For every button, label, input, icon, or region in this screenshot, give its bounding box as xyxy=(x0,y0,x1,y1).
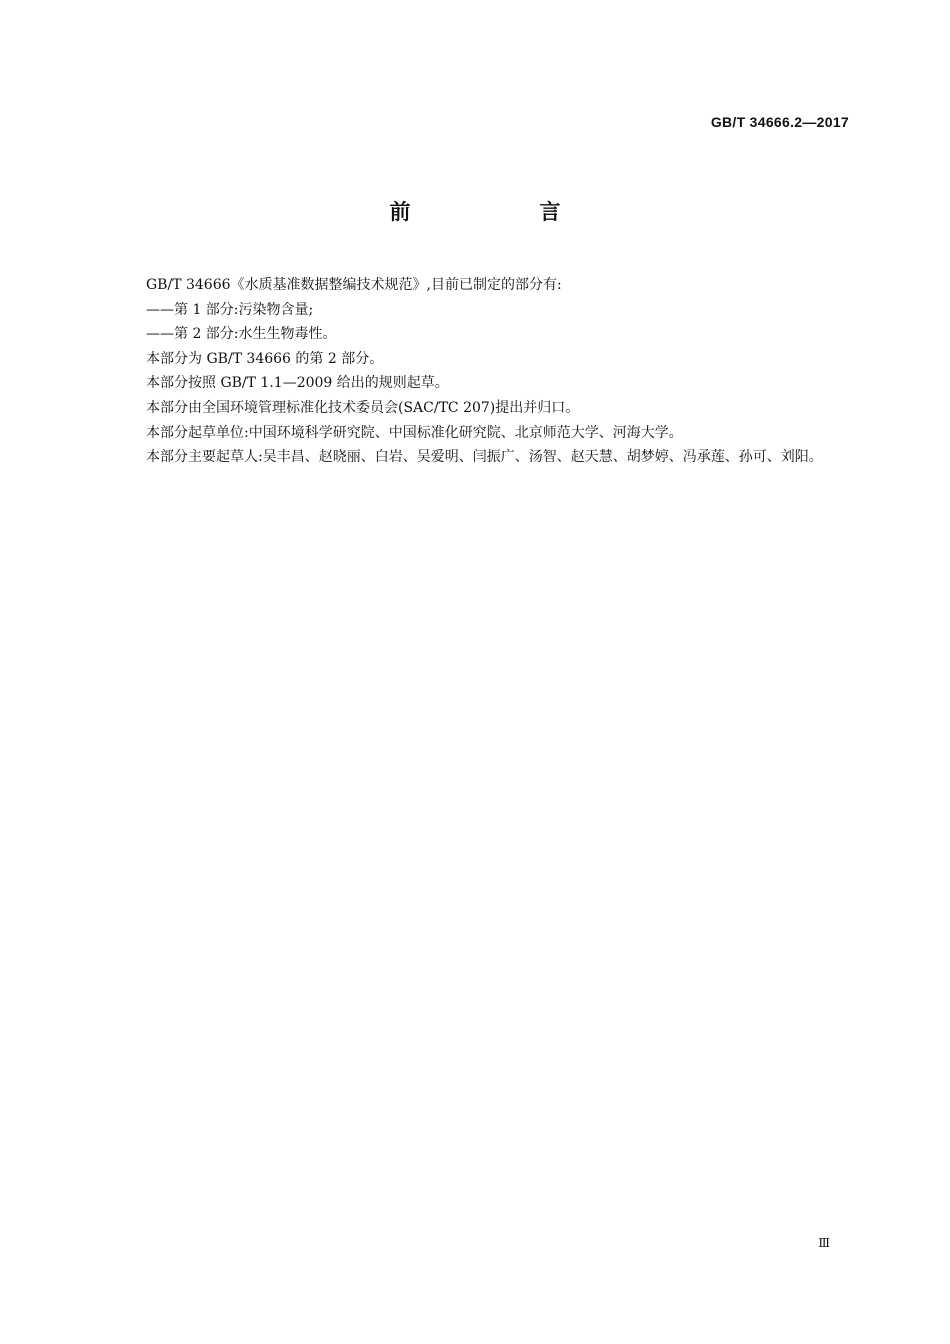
standard-code-header: GB/T 34666.2—2017 xyxy=(710,114,849,130)
page-title: 前 言 xyxy=(389,200,615,224)
paragraph-proposer: 本部分由全国环境管理标准化技术委员会(SAC/TC 207)提出并归口。 xyxy=(146,399,580,416)
paragraph-series-intro: GB/T 34666《水质基准数据整编技术规范》,目前已制定的部分有: xyxy=(146,277,562,293)
paragraph-drafters: 本部分主要起草人:吴丰昌、赵晓丽、白岩、吴爱明、闫振广、汤智、赵天慧、胡梦婷、冯承莲、孙可、刘阳。 xyxy=(146,449,823,466)
paragraph-drafting-units: 本部分起草单位:中国环境科学研究院、中国标准化研究院、北京师范大学、河海大学。 xyxy=(146,424,683,441)
paragraph-this-part: 本部分为 GB/T 34666 的第 2 部分。 xyxy=(146,350,384,367)
page-number: Ⅲ xyxy=(818,1236,830,1250)
paragraph-part-1: ——第 1 部分:污染物含量; xyxy=(146,301,314,318)
paragraph-part-2: ——第 2 部分:水生生物毒性。 xyxy=(146,326,337,343)
foreword-body xyxy=(114,273,850,470)
paragraph-drafting-rules: 本部分按照 GB/T 1.1—2009 给出的规则起草。 xyxy=(146,375,449,392)
